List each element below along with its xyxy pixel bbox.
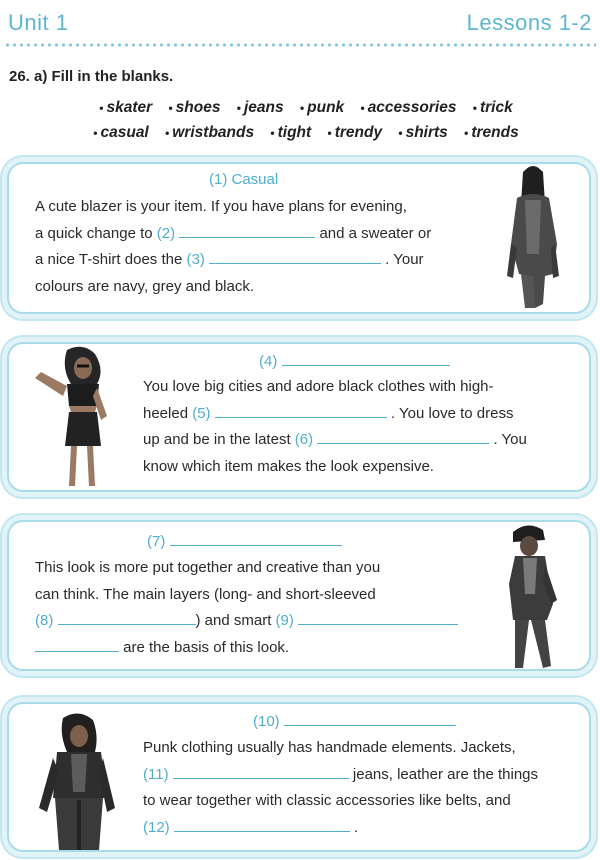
page-header — [0, 0, 600, 50]
answer-blank[interactable] — [317, 430, 489, 444]
card-title: (4) — [259, 352, 450, 370]
exercise-instruction: 26. a) Fill in the blanks. — [9, 68, 174, 85]
blank-number: (6) — [294, 431, 314, 448]
card-text — [143, 374, 571, 480]
dotted-divider — [4, 43, 596, 47]
word-bank-item: • tight — [270, 124, 311, 141]
text-line: to wear together with classic accessories like belts, and — [143, 792, 511, 809]
text-card-skater — [7, 520, 591, 671]
text-card-trendy — [7, 342, 591, 492]
text-line: a quick change to (2) and a sweater or — [35, 224, 432, 242]
text-line: can think. The main layers (long- and short-sleeved — [35, 585, 376, 603]
text-card-punk — [7, 702, 591, 852]
blank-number: (9) — [275, 612, 294, 629]
text-line: are the basis of this look. — [35, 635, 463, 662]
text-line: A cute blazer is your item. If you have plans for evening, — [35, 198, 407, 215]
text-card-casual — [7, 162, 591, 314]
blank-number: (3) — [186, 251, 205, 268]
answer-blank[interactable] — [170, 532, 342, 546]
word-bank-item: • casual — [93, 124, 148, 141]
word-bank-row-1 — [0, 99, 600, 117]
card-text — [35, 194, 475, 300]
word-bank-row-2 — [0, 124, 600, 142]
word-bank-item: • shoes — [168, 99, 220, 116]
card-text — [143, 735, 571, 841]
card-title: (7) — [147, 532, 342, 550]
text-line: (11) jeans, leather are the things — [143, 765, 539, 783]
skater-guy-photo — [499, 524, 565, 670]
answer-blank[interactable] — [209, 250, 381, 264]
answer-blank[interactable] — [298, 611, 458, 625]
text-line: a nice T-shirt does the (3) . Your — [35, 251, 424, 268]
text-line: up and be in the latest (6) . You — [143, 431, 527, 448]
answer-blank[interactable] — [282, 352, 450, 366]
text-line: Punk clothing usually has handmade elements. Jackets, — [143, 739, 516, 756]
woman-in-blazer-photo — [495, 164, 569, 310]
word-bank-item: • trendy — [328, 124, 383, 141]
word-bank-item: • trick — [473, 99, 513, 116]
card-title: (10) — [253, 712, 456, 730]
word-bank-item: • trends — [464, 124, 519, 141]
answer-blank[interactable] — [215, 404, 387, 418]
text-line: (8) ) and smart (9) — [35, 608, 463, 635]
word-bank-item: • accessories — [360, 99, 456, 116]
word-bank-item: • jeans — [237, 99, 284, 116]
text-line: (12) . — [143, 818, 359, 836]
text-line: heeled (5) . You love to dress — [143, 404, 514, 422]
answer-blank[interactable] — [58, 611, 196, 625]
word-bank-item: • skater — [99, 99, 152, 116]
card-text — [35, 555, 463, 661]
punk-girl-photo — [33, 712, 125, 852]
blank-number: (8) — [35, 612, 54, 629]
card-title: (1) Casual — [209, 171, 279, 188]
answer-blank[interactable] — [284, 712, 456, 726]
blank-number: (12) — [143, 818, 170, 836]
word-bank-item: • shirts — [398, 124, 447, 141]
lessons-label: Lessons 1-2 — [466, 10, 592, 35]
word-bank-item: • wristbands — [165, 124, 254, 141]
text-line: colours are navy, grey and black. — [35, 277, 255, 295]
blank-number: (2) — [156, 224, 176, 242]
word-bank-item: • punk — [300, 99, 344, 116]
text-line: You love big cities and adore black clothes with high- — [143, 378, 494, 395]
answer-blank[interactable] — [35, 638, 119, 652]
woman-in-black-dress-photo — [31, 346, 127, 488]
answer-blank[interactable] — [174, 818, 350, 832]
answer-blank[interactable] — [173, 765, 349, 779]
text-line: This look is more put together and creative than you — [35, 559, 381, 576]
blank-number: (11) — [143, 765, 169, 783]
text-line: know which item makes the look expensive. — [143, 457, 434, 475]
answer-blank[interactable] — [179, 224, 315, 238]
blank-number: (5) — [192, 404, 211, 422]
unit-label: Unit 1 — [8, 10, 69, 35]
